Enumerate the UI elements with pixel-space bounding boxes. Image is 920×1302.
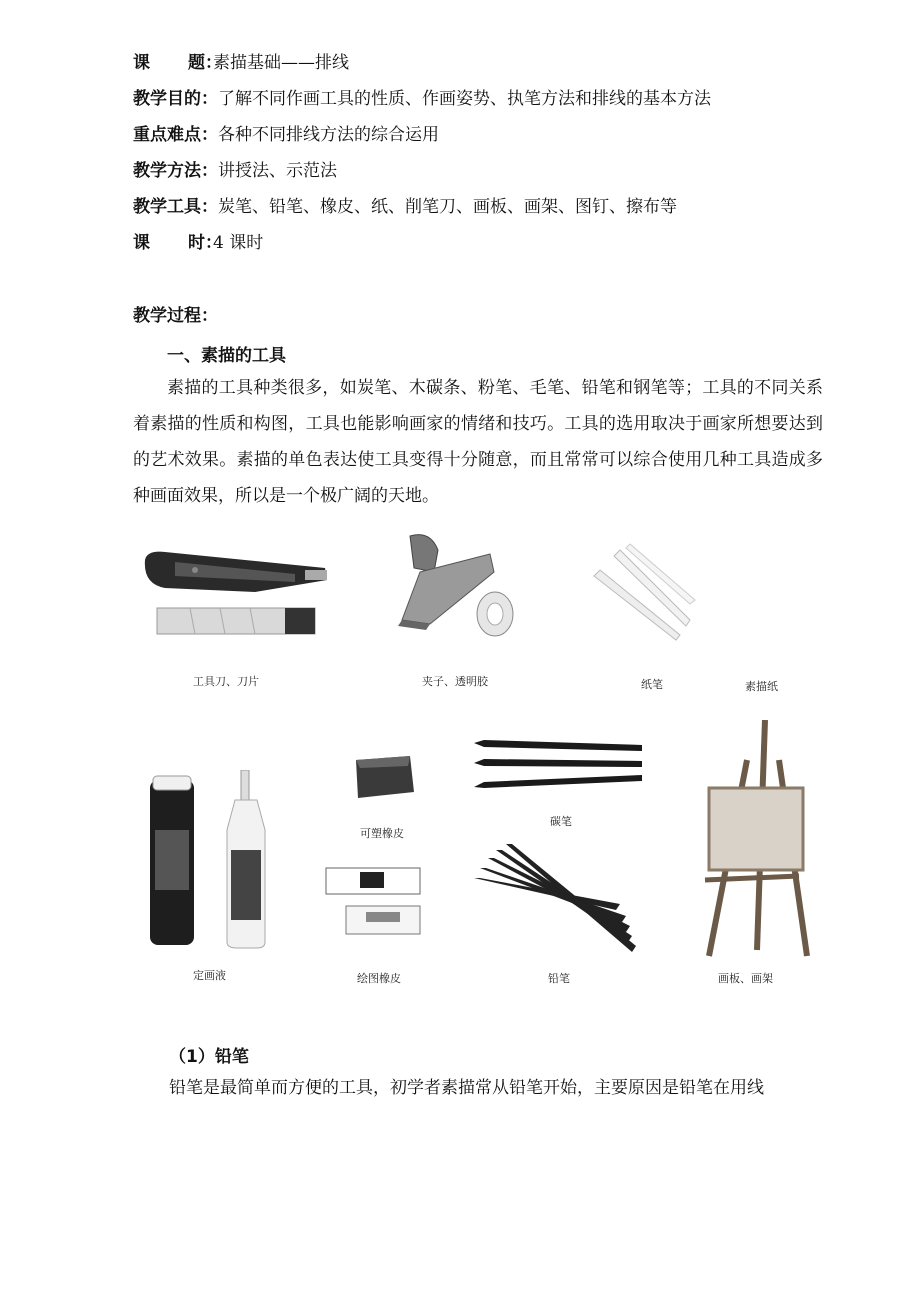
topic-value: 素描基础——排线	[213, 53, 349, 73]
caption-knife: 工具刀、刀片	[193, 675, 259, 688]
utility-knife-image	[135, 540, 335, 645]
eraser-image	[320, 860, 430, 940]
pencil-image	[470, 842, 645, 954]
caption-charcoal: 碳笔	[550, 815, 572, 828]
clip-tape-image	[390, 532, 515, 652]
caption-kneaded: 可塑橡皮	[360, 827, 404, 840]
sub1-title: （1）铅笔	[169, 1047, 249, 1067]
hours-line	[133, 232, 263, 254]
process-title: 教学过程：	[133, 306, 218, 326]
hours-label: 课	[133, 233, 150, 253]
goal-value: 了解不同作画工具的性质、作画姿势、执笔方法和排线的基本方法	[218, 89, 711, 109]
caption-paper: 素描纸	[745, 680, 778, 693]
method-label: 教学方法：	[133, 161, 218, 181]
hours-label-2: 时：	[188, 233, 222, 253]
fixative-image	[145, 770, 305, 950]
goal-line	[133, 88, 711, 110]
caption-clip: 夹子、透明胶	[422, 675, 488, 688]
section1-title: 一、素描的工具	[167, 346, 286, 366]
tools-line	[133, 196, 677, 218]
caption-fixative: 定画液	[193, 969, 226, 982]
method-value: 讲授法、示范法	[218, 161, 337, 181]
key-line	[133, 124, 439, 146]
tools-label: 教学工具：	[133, 197, 218, 217]
tools-value: 炭笔、铅笔、橡皮、纸、削笔刀、画板、画架、图钉、擦布等	[218, 197, 677, 217]
goal-label: 教学目的：	[133, 89, 218, 109]
caption-paper-pen: 纸笔	[641, 678, 663, 691]
caption-eraser: 绘图橡皮	[357, 972, 401, 985]
key-value: 各种不同排线方法的综合运用	[218, 125, 439, 145]
kneaded-eraser-image	[350, 752, 420, 802]
method-line	[133, 160, 337, 182]
key-label: 重点难点：	[133, 125, 218, 145]
hours-value: 4 课时	[213, 233, 264, 253]
topic-label-2: 题：	[188, 53, 222, 73]
topic-label: 课	[133, 53, 150, 73]
sub1-paragraph: 铅笔是最简单而方便的工具，初学者素描常从铅笔开始，主要原因是铅笔在用线	[169, 1078, 764, 1098]
easel-image	[695, 720, 820, 960]
topic-line	[133, 52, 349, 74]
caption-easel: 画板、画架	[718, 972, 773, 985]
section1-paragraph: 素描的工具种类很多，如炭笔、木碳条、粉笔、毛笔、铅笔和钢笔等；工具的不同关系着素描的性质和构图，工具也能影响画家的情绪和技巧。工具的选用取决于画家所想要达到的艺术效果。素描的单色表达使工具变得十分随意，而且常常可以综合使用几种工具造成多种画面效果，所以是一个极广阔的天地。	[133, 378, 823, 506]
paper-stump-image	[590, 540, 700, 650]
caption-pencil: 铅笔	[548, 972, 570, 985]
charcoal-pencil-image	[470, 735, 650, 795]
